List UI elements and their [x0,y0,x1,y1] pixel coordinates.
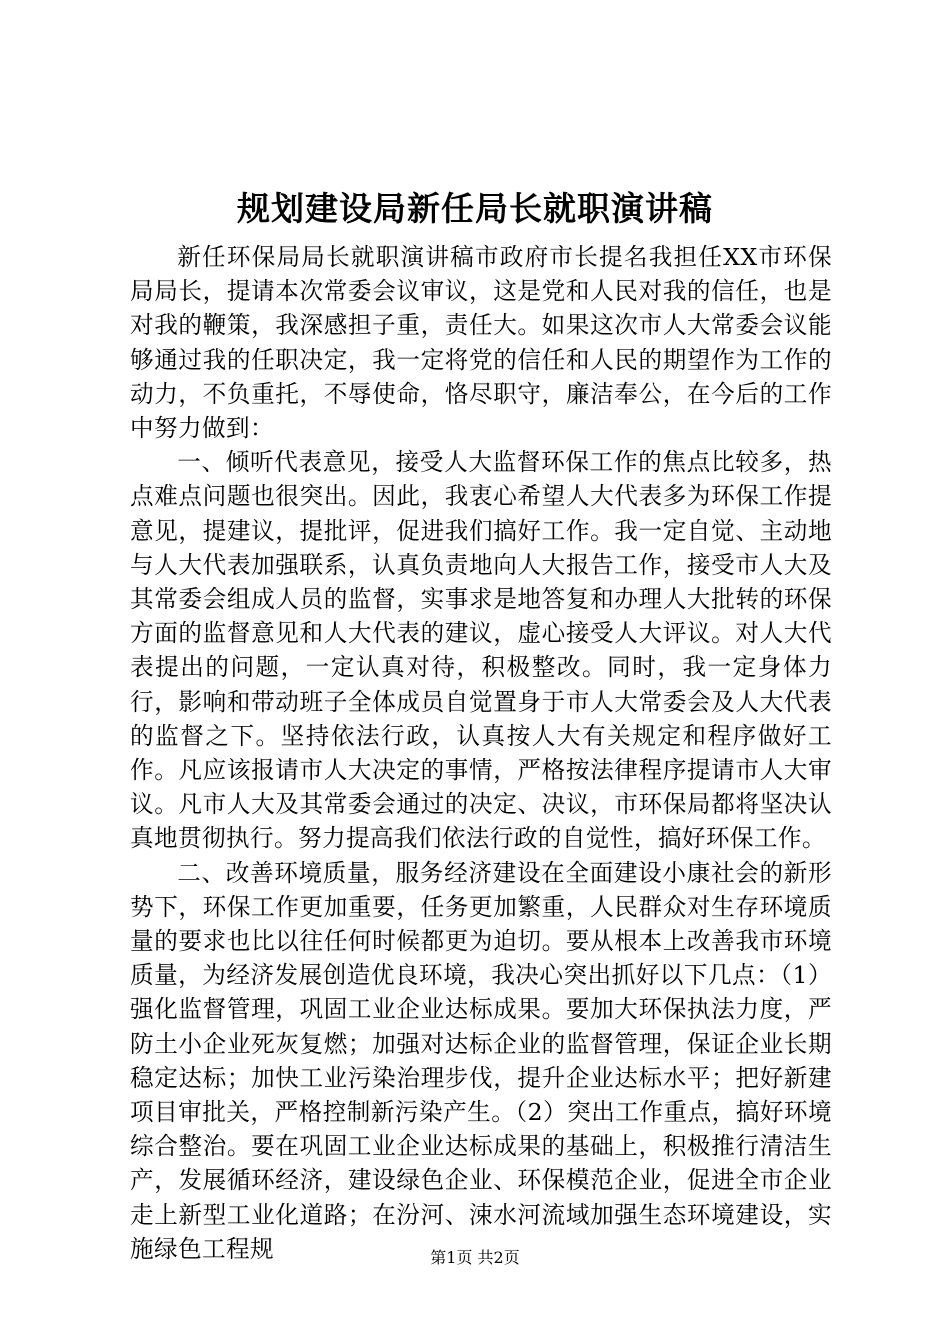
paragraph-section-two: 二、改善环境质量，服务经济建设在全面建设小康社会的新形势下，环保工作更加重要，任务更加繁重，人民群众对生存环境质量的要求也比以往任何时候都更为迫切。要从根本上改善我市环境质量，为经济发展创造优良环境，我决心突出抓好以下几点：（1）强化监督管理，巩固工业企业达标成果。要加大环保执法力度，严防土小企业死灰复燃；加强对达标企业的监督管理，保证企业长期稳定达标；加快工业污染治理步伐，提升企业达标水平；把好新建项目审批关，严格控制新污染产生。（2）突出工作重点，搞好环境综合整治。要在巩固工业企业达标成果的基础上，积极推行清洁生产，发展循环经济，建设绿色企业、环保模范企业，促进全市企业走上新型工业化道路；在汾河、涑水河流域加强生态环境建设，实施绿色工程规 [130,858,832,1263]
document-title: 规划建设局新任局长就职演讲稿 [237,189,713,228]
paragraph-intro: 新任环保局局长就职演讲稿市政府市长提名我担任XX市环保局局长，提请本次常委会议审议，这是党和人民对我的信任，也是对我的鞭策，我深感担子重，责任大。如果这次市人大常委会议能够通过我的任职决定，我一定将党的信任和人民的期望作为工作的动力，不负重托，不辱使命，恪尽职守，廉洁奉公，在今后的工作中努力做到： [130,243,832,443]
paragraph-section-one: 一、倾听代表意见，接受人大监督环保工作的焦点比较多，热点难点问题也很突出。因此，我衷心希望人大代表多为环保工作提意见，提建议，提批评，促进我们搞好工作。我一定自觉、主动地与人大代表加强联系，认真负责地向人大报告工作，接受市人大及其常委会组成人员的监督，实事求是地答复和办理人大批转的环保方面的监督意见和人大代表的建议，虚心接受人大评议。对人大代表提出的问题，一定认真对待，积极整改。同时，我一定身体力行，影响和带动班子全体成员自觉置身于市人大常委会及人大代表的监督之下。坚持依法行政，认真按人大有关规定和程序做好工作。凡应该报请市人大决定的事情，严格按法律程序提请市人大审议。凡市人大及其常委会通过的决定、决议，市环保局都将坚决认真地贯彻执行。努力提高我们依法行政的自觉性，搞好环保工作。 [130,448,832,853]
document-body [130,240,832,1266]
page-footer: 第1页 共2页 [430,1248,520,1267]
